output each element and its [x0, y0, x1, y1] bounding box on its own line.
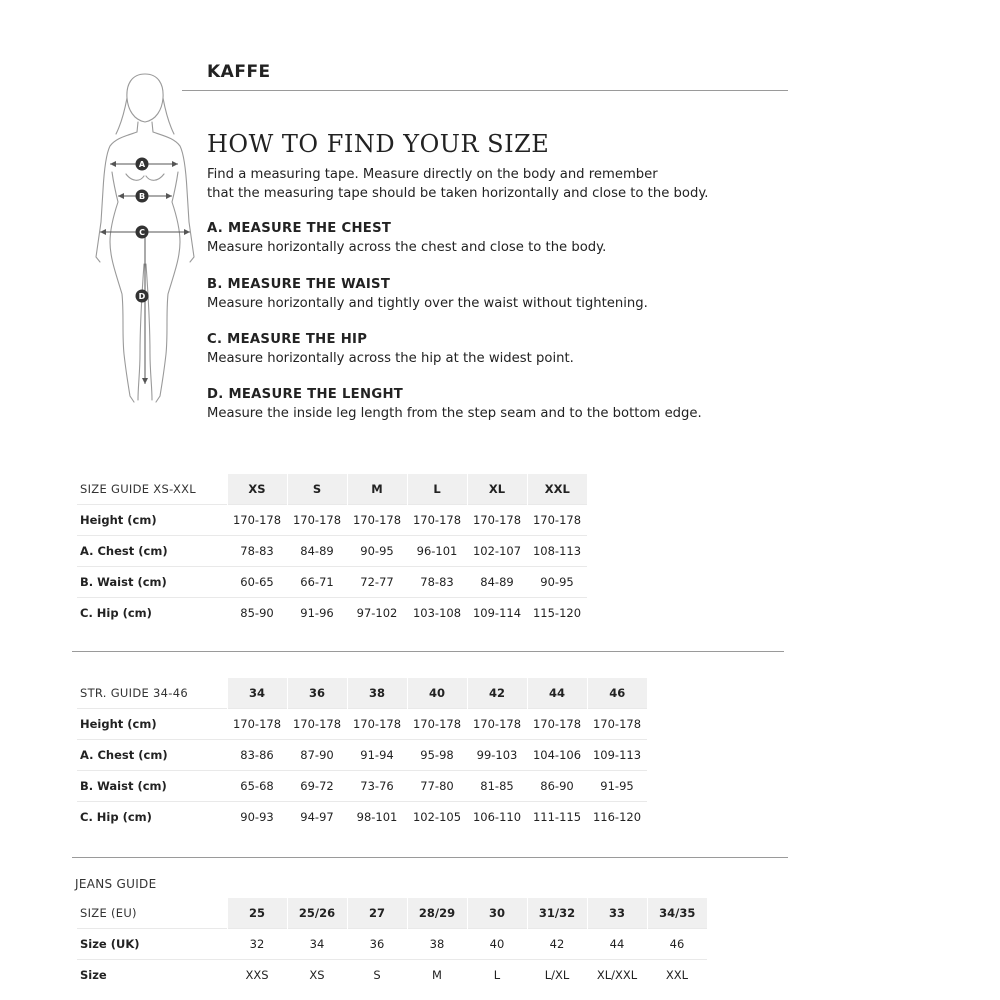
size-header: 30: [467, 898, 527, 929]
section-divider: [72, 857, 788, 858]
section-text: Measure horizontally across the hip at the widest point.: [207, 351, 574, 366]
table-cell: 46: [647, 929, 707, 960]
row-label: B. Waist (cm): [77, 771, 227, 802]
section-waist: [207, 275, 648, 313]
table-cell: 85-90: [227, 598, 287, 629]
size-header: 27: [347, 898, 407, 929]
table-cell: 60-65: [227, 567, 287, 598]
size-header: 46: [587, 678, 647, 709]
table-cell: 170-178: [527, 505, 587, 536]
table-cell: 32: [227, 929, 287, 960]
table-title: SIZE (EU): [80, 906, 137, 920]
table-cell: 91-96: [287, 598, 347, 629]
table-cell: 170-178: [287, 505, 347, 536]
table-cell: 94-97: [287, 802, 347, 833]
table-row: [77, 771, 647, 802]
table-cell: 84-89: [287, 536, 347, 567]
section-divider: [72, 651, 784, 652]
table-cell: 38: [407, 929, 467, 960]
size-header: L: [407, 474, 467, 505]
table-cell: 170-178: [407, 709, 467, 740]
row-label: B. Waist (cm): [77, 567, 227, 598]
table-cell: 78-83: [407, 567, 467, 598]
table-header-row: [77, 898, 707, 929]
table-cell: 170-178: [407, 505, 467, 536]
brand-name: KAFFE: [207, 62, 271, 82]
table-cell: 72-77: [347, 567, 407, 598]
page-title: HOW TO FIND YOUR SIZE: [207, 130, 550, 158]
size-header: S: [287, 474, 347, 505]
table-cell: 34: [287, 929, 347, 960]
table-cell: L: [467, 960, 527, 991]
table-cell: 96-101: [407, 536, 467, 567]
size-header: M: [347, 474, 407, 505]
table-title: STR. GUIDE 34-46: [80, 686, 188, 700]
table-cell: 40: [467, 929, 527, 960]
jeans-guide-title: JEANS GUIDE: [75, 877, 157, 891]
table-cell: S: [347, 960, 407, 991]
table-cell: XXS: [227, 960, 287, 991]
table-cell: 170-178: [227, 505, 287, 536]
table-header-row: [77, 678, 647, 709]
size-header: 38: [347, 678, 407, 709]
marker-c-label: C: [139, 228, 145, 237]
section-text: Measure horizontally and tightly over the waist without tightening.: [207, 296, 648, 311]
table-cell: 77-80: [407, 771, 467, 802]
table-cell: 90-95: [347, 536, 407, 567]
table-row: [77, 709, 647, 740]
table-cell: 108-113: [527, 536, 587, 567]
row-label: A. Chest (cm): [77, 536, 227, 567]
table-cell: 98-101: [347, 802, 407, 833]
table-cell: 109-113: [587, 740, 647, 771]
table-row: [77, 929, 707, 960]
table-cell: M: [407, 960, 467, 991]
table-cell: 36: [347, 929, 407, 960]
section-chest: [207, 219, 606, 257]
figure-hair: [116, 98, 174, 134]
table-cell: XS: [287, 960, 347, 991]
size-guide-table: [77, 474, 587, 628]
table-cell: 90-95: [527, 567, 587, 598]
table-header-row: [77, 474, 587, 505]
table-cell: 73-76: [347, 771, 407, 802]
table-cell: 90-93: [227, 802, 287, 833]
size-header: 42: [467, 678, 527, 709]
table-row: [77, 567, 587, 598]
size-header: XXL: [527, 474, 587, 505]
header-divider: [182, 90, 788, 91]
table-cell: XL/XXL: [587, 960, 647, 991]
table-cell: 116-120: [587, 802, 647, 833]
marker-b-label: B: [138, 192, 146, 201]
table-cell: 170-178: [347, 505, 407, 536]
section-length: [207, 385, 702, 423]
size-header: XL: [467, 474, 527, 505]
table-cell: 42: [527, 929, 587, 960]
figure-torso-left: [96, 122, 138, 262]
size-header: 40: [407, 678, 467, 709]
table-cell: 44: [587, 929, 647, 960]
table-title: SIZE GUIDE XS-XXL: [80, 482, 197, 496]
table-cell: 102-105: [407, 802, 467, 833]
section-title: D. MEASURE THE LENGHT: [207, 387, 404, 402]
table-row: [77, 598, 587, 629]
table-cell: 170-178: [467, 505, 527, 536]
section-text: Measure horizontally across the chest and close to the body.: [207, 240, 607, 255]
figure-torso-right: [152, 122, 194, 262]
table-cell: 69-72: [287, 771, 347, 802]
table-cell: 81-85: [467, 771, 527, 802]
table-cell: 97-102: [347, 598, 407, 629]
str-guide-table: [77, 678, 647, 832]
row-label: A. Chest (cm): [77, 740, 227, 771]
body-measurement-figure: [90, 62, 200, 412]
size-header: 34: [227, 678, 287, 709]
table-cell: 170-178: [347, 709, 407, 740]
table-cell: 91-95: [587, 771, 647, 802]
table-cell: 106-110: [467, 802, 527, 833]
intro-line: Find a measuring tape. Measure directly on the body and remember: [207, 167, 658, 182]
table-row: [77, 740, 647, 771]
row-label: Height (cm): [77, 505, 227, 536]
row-label: Size: [77, 960, 227, 991]
row-label: Height (cm): [77, 709, 227, 740]
intro-text: [207, 165, 708, 203]
table-cell: 170-178: [527, 709, 587, 740]
jeans-guide-table: [77, 898, 707, 990]
row-label: Size (UK): [77, 929, 227, 960]
table-cell: 170-178: [587, 709, 647, 740]
table-cell: 104-106: [527, 740, 587, 771]
size-header: 36: [287, 678, 347, 709]
size-header: 25/26: [287, 898, 347, 929]
size-header: 44: [527, 678, 587, 709]
table-row: [77, 505, 587, 536]
table-cell: 86-90: [527, 771, 587, 802]
size-header: 25: [227, 898, 287, 929]
section-title: C. MEASURE THE HIP: [207, 332, 368, 347]
figure-head: [127, 74, 163, 122]
table-row: [77, 960, 707, 991]
figure-body-right: [156, 172, 180, 402]
table-cell: 115-120: [527, 598, 587, 629]
size-header: XS: [227, 474, 287, 505]
table-cell: 83-86: [227, 740, 287, 771]
section-text: Measure the inside leg length from the step seam and to the bottom edge.: [207, 406, 702, 421]
table-cell: 170-178: [227, 709, 287, 740]
size-header: 31/32: [527, 898, 587, 929]
table-cell: 102-107: [467, 536, 527, 567]
marker-d-label: D: [138, 292, 146, 301]
table-cell: 84-89: [467, 567, 527, 598]
table-cell: 109-114: [467, 598, 527, 629]
table-cell: 78-83: [227, 536, 287, 567]
section-title: B. MEASURE THE WAIST: [207, 277, 391, 292]
table-cell: 170-178: [287, 709, 347, 740]
table-cell: 87-90: [287, 740, 347, 771]
size-header: 33: [587, 898, 647, 929]
table-row: [77, 802, 647, 833]
table-cell: XXL: [647, 960, 707, 991]
section-title: A. MEASURE THE CHEST: [207, 221, 392, 236]
size-header: 34/35: [647, 898, 707, 929]
row-label: C. Hip (cm): [77, 802, 227, 833]
row-label: C. Hip (cm): [77, 598, 227, 629]
table-cell: 111-115: [527, 802, 587, 833]
section-hip: [207, 330, 574, 368]
figure-body-left: [110, 172, 134, 402]
table-cell: 99-103: [467, 740, 527, 771]
table-cell: 65-68: [227, 771, 287, 802]
intro-line: that the measuring tape should be taken horizontally and close to the body.: [207, 186, 709, 201]
table-cell: L/XL: [527, 960, 587, 991]
table-cell: 103-108: [407, 598, 467, 629]
size-header: 28/29: [407, 898, 467, 929]
table-cell: 95-98: [407, 740, 467, 771]
table-row: [77, 536, 587, 567]
table-cell: 170-178: [467, 709, 527, 740]
marker-a-label: A: [138, 160, 146, 169]
table-cell: 91-94: [347, 740, 407, 771]
table-cell: 66-71: [287, 567, 347, 598]
